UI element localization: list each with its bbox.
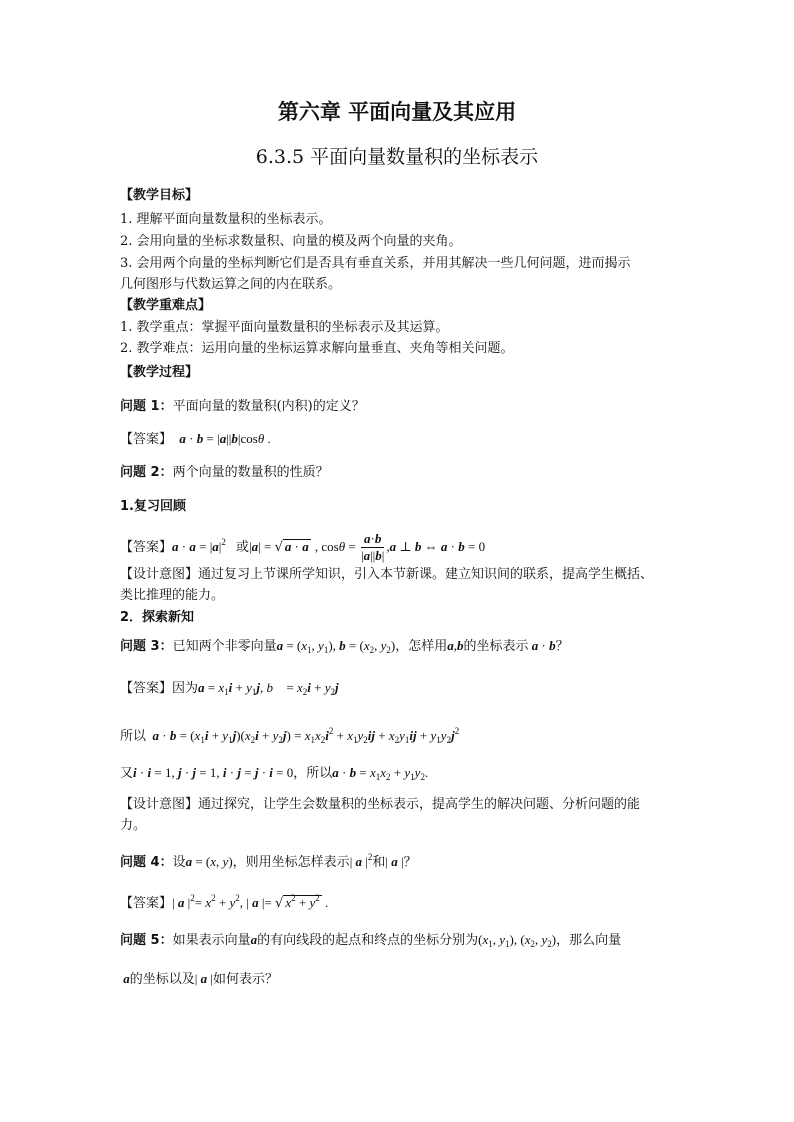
question-text: 平面向量的数量积(内积)的定义？ — [172, 399, 365, 414]
formula-dot-product-definition: a — [176, 431, 186, 446]
keypoint-item: 2. 教学难点：运用向量的坐标运算求解向量垂直、夹角等相关问题。 — [120, 341, 514, 356]
design-label: 【设计意图】 — [120, 567, 199, 582]
cos-fraction: $\frac{a\cdot b}{|a||b|}$ — [360, 531, 385, 563]
process-heading: 【教学过程】 — [120, 365, 199, 380]
answer-3-line3: 又i · i = 1, j · j = 1, i · j = j · i = 0，所以$a \cdot b = x_1x_2 + y_1y_2$. — [120, 765, 429, 782]
goal-item: 几何图形与代数运算之间的内在联系。 — [120, 277, 342, 292]
question-label: 问题 4： — [120, 855, 173, 870]
question-label: 问题 5： — [120, 933, 173, 948]
or-text: 或 — [236, 540, 250, 555]
answer-label: 【答案】 — [120, 540, 173, 555]
question-label: 问题 1： — [120, 399, 173, 414]
section-subtitle: 6.3.5 平面向量数量积的坐标表示 — [255, 146, 539, 168]
question-2 — [120, 464, 329, 482]
design-intent-2-cont: 力。 — [120, 818, 147, 833]
question-label: 问题 3： — [120, 639, 173, 654]
answer-1: 【答案】 a · b = |a||b|cosθ . — [120, 431, 271, 447]
answer-label: 【答案】 — [120, 432, 173, 447]
question-text: 两个向量的数量积的性质？ — [172, 465, 329, 480]
goals-heading: 【教学目标】 — [120, 188, 199, 203]
question-5-cont: a的坐标以及| a |如何表示？ — [120, 971, 278, 987]
design-intent-2: 【设计意图】通过探究，让学生会数量积的坐标表示，提高学生的解决问题、分析问题的能 — [120, 797, 641, 812]
question-1 — [120, 398, 365, 416]
answer-label: 【答案】 — [120, 681, 173, 696]
section-review: 1.复习回顾 — [120, 499, 186, 514]
goal-item: 2. 会用向量的坐标求数量积、向量的模及两个向量的夹角。 — [120, 234, 462, 249]
question-label: 问题 2： — [120, 465, 173, 480]
goal-item: 1. 理解平面向量数量积的坐标表示。 — [120, 212, 332, 227]
answer-label: 【答案】 — [120, 896, 173, 911]
question-3: 问题 3：已知两个非零向量$a = (x_1$, $y_1$), $b = (x_2$, $y_2$)，怎样用a,b的坐标表示 a · b？ — [120, 638, 569, 655]
question-5: 问题 5：如果表示向量a的有向线段的起点和终点的坐标分别为($x_1$, $y_1$), ($x_2$, $y_2$)，那么向量 — [120, 932, 622, 949]
goal-item: 3. 会用两个向量的坐标判断它们是否具有垂直关系，并用其解决一些几何问题，进而揭示 — [120, 256, 631, 271]
answer-2: 【答案】$a \cdot a = |a|^2$ 或|a| = √ a · a , cosθ = $\frac{a\cdot b}{|a||b|}$ ,a ⊥ b ⇔ a · b = 0 — [120, 531, 486, 563]
chapter-title: 第六章 平面向量及其应用 — [277, 100, 517, 124]
keypoint-item: 1. 教学重点：掌握平面向量数量积的坐标表示及其运算。 — [120, 320, 449, 335]
section-explore: 2．探索新知 — [120, 610, 195, 625]
answer-3-line1: 【答案】因为$a = x_1i + y_1j$, b⃗ = $x_2i + y_2j$ — [120, 680, 339, 697]
answer-4: 【答案】| a $|^2= x^2 + y^2$, | a |= √ $x^2 + y^2$ . — [120, 893, 329, 911]
keypoints-heading: 【教学重难点】 — [120, 298, 212, 313]
design-label: 【设计意图】 — [120, 797, 199, 812]
design-intent-1: 【设计意图】通过复习上节课所学知识，引入本节新课。建立知识间的联系，提高学生概括、 — [120, 567, 654, 582]
design-intent-1-cont: 类比推理的能力。 — [120, 588, 225, 603]
question-4: 问题 4：设a = (x, y)，则用坐标怎样表示| a $|^2$和| a |？ — [120, 852, 417, 870]
answer-3-line2: 所以 $a \cdot b = (x_1i + y_1j)(x_2i + y_2j) = x_1x_2i^2 + x_1y_2ij + x_2y_1ij + y_1y_2j^2$ — [120, 726, 460, 745]
